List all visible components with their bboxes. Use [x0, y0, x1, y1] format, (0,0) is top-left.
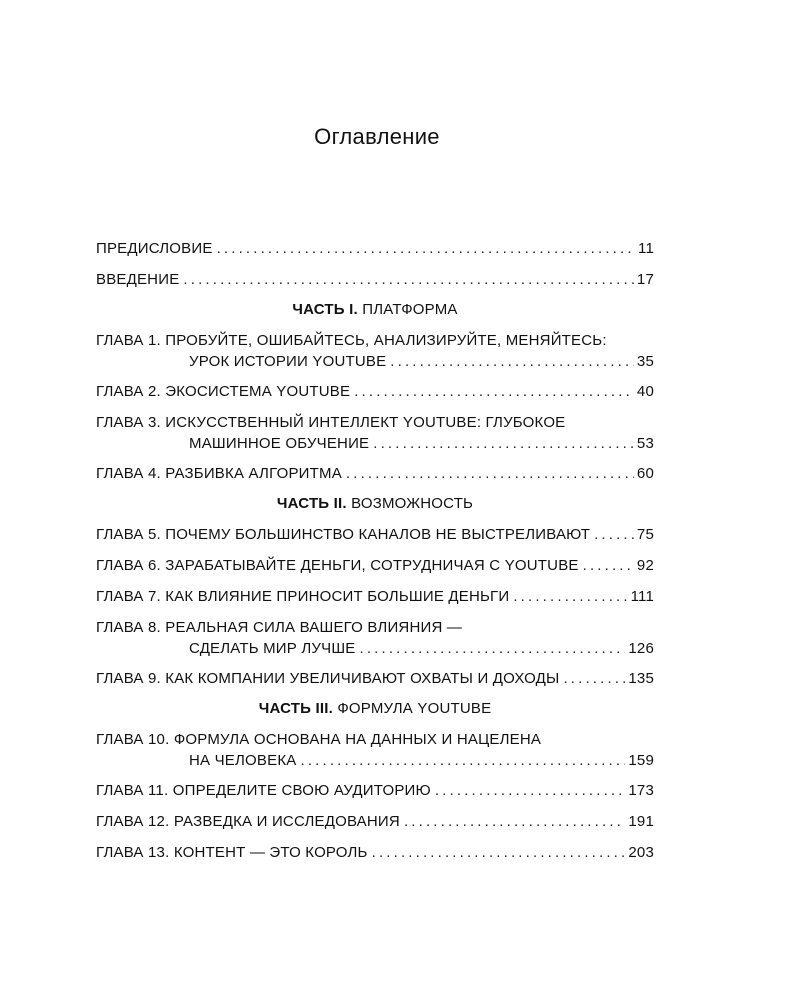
toc-page-number: 60: [636, 465, 654, 482]
toc-entry-label: ГЛАВА 2. ЭКОСИСТЕМА YOUTUBE: [96, 383, 351, 400]
toc-entry-chapter-5[interactable]: [96, 524, 654, 545]
dot-leader: [183, 269, 634, 290]
toc-entry-chapter-7[interactable]: [96, 586, 654, 607]
dot-leader: [217, 238, 635, 259]
toc-page-number: 126: [628, 640, 654, 657]
toc-entry-chapter-11[interactable]: [96, 780, 654, 801]
dot-leader: [360, 638, 626, 659]
toc-entry-label: ГЛАВА 12. РАЗВЕДКА И ИССЛЕДОВАНИЯ: [96, 813, 400, 830]
toc-entry-chapter-1[interactable]: [96, 330, 654, 372]
part-title: ВОЗМОЖНОСТЬ: [351, 495, 474, 512]
part-heading-1: [96, 300, 654, 320]
part-label: ЧАСТЬ III.: [258, 700, 333, 717]
part-title: ФОРМУЛА YOUTUBE: [337, 700, 492, 717]
part-heading-2: [96, 494, 654, 514]
dot-leader: [390, 351, 634, 372]
toc-entry-label: ГЛАВА 6. ЗАРАБАТЫВАЙТЕ ДЕНЬГИ, СОТРУДНИЧАЯ С YOUTUBE: [96, 557, 579, 574]
toc-entry-chapter-9[interactable]: [96, 668, 654, 689]
dot-leader: [583, 555, 634, 576]
toc-entry-chapter-10[interactable]: [96, 729, 654, 771]
toc-page-number: 111: [630, 588, 654, 605]
dot-leader: [513, 586, 627, 607]
toc-entry-label-continued: СДЕЛАТЬ МИР ЛУЧШЕ: [189, 640, 356, 657]
toc-entry-label-continued: НА ЧЕЛОВЕКА: [189, 752, 297, 769]
dot-leader: [435, 780, 625, 801]
table-of-contents: [96, 238, 654, 873]
dot-leader: [404, 811, 625, 832]
toc-page-number: 191: [628, 813, 654, 830]
dot-leader: [354, 381, 634, 402]
dot-leader: [346, 463, 634, 484]
part-label: ЧАСТЬ I.: [292, 301, 358, 318]
toc-entry-chapter-4[interactable]: [96, 463, 654, 484]
part-title: ПЛАТФОРМА: [362, 301, 458, 318]
toc-entry-label-continued: УРОК ИСТОРИИ YOUTUBE: [189, 353, 387, 370]
dot-leader: [300, 750, 625, 771]
toc-entry-chapter-3[interactable]: [96, 412, 654, 454]
toc-entry-intro[interactable]: [96, 269, 654, 290]
toc-page-number: 53: [636, 435, 654, 452]
toc-page-number: 75: [636, 526, 654, 543]
toc-page-number: 17: [636, 271, 654, 288]
part-heading-3: [96, 699, 654, 719]
toc-page-number: 173: [628, 782, 654, 799]
toc-page-number: 40: [636, 383, 654, 400]
toc-entry-label: ГЛАВА 11. ОПРЕДЕЛИТЕ СВОЮ АУДИТОРИЮ: [96, 782, 431, 799]
toc-entry-label: ГЛАВА 8. РЕАЛЬНАЯ СИЛА ВАШЕГО ВЛИЯНИЯ —: [96, 619, 463, 636]
toc-entry-label: ГЛАВА 7. КАК ВЛИЯНИЕ ПРИНОСИТ БОЛЬШИЕ ДЕНЬГИ: [96, 588, 510, 605]
toc-entry-chapter-8[interactable]: [96, 617, 654, 659]
toc-entry-label: ГЛАВА 3. ИСКУССТВЕННЫЙ ИНТЕЛЛЕКТ YOUTUBE: ГЛУБОКОЕ: [96, 414, 566, 431]
toc-entry-label: ГЛАВА 1. ПРОБУЙТЕ, ОШИБАЙТЕСЬ, АНАЛИЗИРУЙТЕ, МЕНЯЙТЕСЬ:: [96, 332, 607, 349]
toc-entry-label: ГЛАВА 13. КОНТЕНТ — ЭТО КОРОЛЬ: [96, 844, 368, 861]
toc-page-number: 159: [628, 752, 654, 769]
toc-page-number: 35: [636, 353, 654, 370]
toc-page-number: 135: [628, 670, 654, 687]
toc-entry-chapter-2[interactable]: [96, 381, 654, 402]
toc-page-number: 203: [628, 844, 654, 861]
dot-leader: [373, 433, 634, 454]
dot-leader: [563, 668, 625, 689]
toc-entry-label: ПРЕДИСЛОВИЕ: [96, 240, 213, 257]
toc-page-number: 11: [638, 240, 654, 257]
toc-entry-label: ВВЕДЕНИЕ: [96, 271, 180, 288]
toc-entry-label: ГЛАВА 4. РАЗБИВКА АЛГОРИТМА: [96, 465, 342, 482]
toc-entry-chapter-6[interactable]: [96, 555, 654, 576]
dot-leader: [594, 524, 634, 545]
toc-entry-preface[interactable]: [96, 238, 654, 259]
page-title: Оглавление: [314, 124, 440, 149]
toc-entry-label: ГЛАВА 10. ФОРМУЛА ОСНОВАНА НА ДАННЫХ И НАЦЕЛЕНА: [96, 731, 542, 748]
toc-page-number: 92: [636, 557, 654, 574]
toc-entry-label: ГЛАВА 9. КАК КОМПАНИИ УВЕЛИЧИВАЮТ ОХВАТЫ И ДОХОДЫ: [96, 670, 560, 687]
toc-entry-chapter-13[interactable]: [96, 842, 654, 863]
toc-entry-chapter-12[interactable]: [96, 811, 654, 832]
toc-entry-label: ГЛАВА 5. ПОЧЕМУ БОЛЬШИНСТВО КАНАЛОВ НЕ ВЫСТРЕЛИВАЮТ: [96, 526, 591, 543]
dot-leader: [372, 842, 626, 863]
toc-entry-label-continued: МАШИННОЕ ОБУЧЕНИЕ: [189, 435, 370, 452]
part-label: ЧАСТЬ II.: [276, 495, 347, 512]
